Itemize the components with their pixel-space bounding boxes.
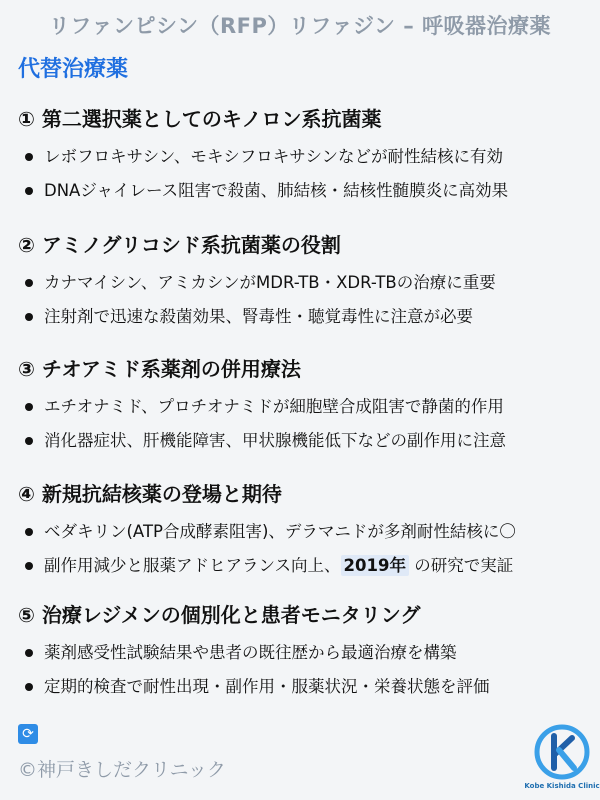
clinic-logo-icon <box>530 722 594 782</box>
list-item <box>18 396 588 418</box>
bullet-icon <box>25 437 33 445</box>
copyright-text: ©神戸きしだクリニック <box>18 759 226 781</box>
bullet-icon <box>25 153 33 161</box>
bullet-text: カナマイシン、アミカシンがMDR-TB・XDR-TBの治療に重要 <box>44 273 496 292</box>
bullet-icon <box>25 187 33 195</box>
section-title: ⑤ 治療レジメンの個別化と患者モニタリング <box>18 603 421 627</box>
bullet-text-after: の研究で実証 <box>408 556 514 575</box>
bullet-icon <box>25 562 33 570</box>
bullet-text: 薬剤感受性試験結果や患者の既往歴から最適治療を構築 <box>44 643 457 662</box>
section-4 <box>18 479 588 577</box>
list-item <box>18 430 588 452</box>
section-1 <box>18 104 588 202</box>
page-header-title: リファンピシン（RFP）リファジン – 呼吸器治療薬 <box>48 14 552 38</box>
section-5 <box>18 600 588 698</box>
clinic-logo <box>524 722 600 794</box>
bullet-icon <box>25 683 33 691</box>
list-item <box>18 306 588 328</box>
bullet-text: エチオナミド、プロチオナミドが細胞壁合成阻害で静菌的作用 <box>44 397 504 416</box>
list-item <box>18 642 588 664</box>
bullet-icon <box>25 313 33 321</box>
list-item <box>18 676 588 698</box>
bullet-icon <box>25 403 33 411</box>
section-2 <box>18 230 588 328</box>
section-title: ③ チオアミド系薬剤の併用療法 <box>18 357 301 381</box>
list-item <box>18 555 588 577</box>
bullet-text: DNAジャイレース阻害で殺菌、肺結核・結核性髄膜炎に高効果 <box>44 181 509 200</box>
list-item <box>18 521 588 543</box>
clinic-logo-text: Kobe Kishida Clinic <box>524 782 600 790</box>
bullet-text: 注射剤で迅速な殺菌効果、腎毒性・聴覚毒性に注意が必要 <box>44 307 473 326</box>
list-item <box>18 272 588 294</box>
bullet-text: 消化器症状、肝機能障害、甲状腺機能低下などの副作用に注意 <box>44 431 506 450</box>
bullet-text: 定期的検査で耐性出現・副作用・服薬状況・栄養状態を評価 <box>44 677 490 696</box>
refresh-icon[interactable]: ⟳ <box>18 724 38 744</box>
bullet-icon <box>25 279 33 287</box>
bullet-text: レボフロキサシン、モキシフロキサシンなどが耐性結核に有効 <box>44 147 504 166</box>
list-item <box>18 146 588 168</box>
bullet-icon <box>25 649 33 657</box>
section-title: ④ 新規抗結核薬の登場と期待 <box>18 482 282 506</box>
section-title: ① 第二選択薬としてのキノロン系抗菌薬 <box>18 107 382 131</box>
section-title: ② アミノグリコシド系抗菌薬の役割 <box>18 233 341 257</box>
year-highlight: 2019年 <box>341 555 409 576</box>
list-item <box>18 180 588 202</box>
section-subtitle: 代替治療薬 <box>18 57 129 82</box>
bullet-icon <box>25 528 33 536</box>
bullet-text-before: 副作用減少と服薬アドヒアランス向上、 <box>44 556 341 575</box>
bullet-text: ベダキリン(ATP合成酵素阻害)、デラマニドが多剤耐性結核に〇 <box>44 522 516 541</box>
section-3 <box>18 354 588 452</box>
